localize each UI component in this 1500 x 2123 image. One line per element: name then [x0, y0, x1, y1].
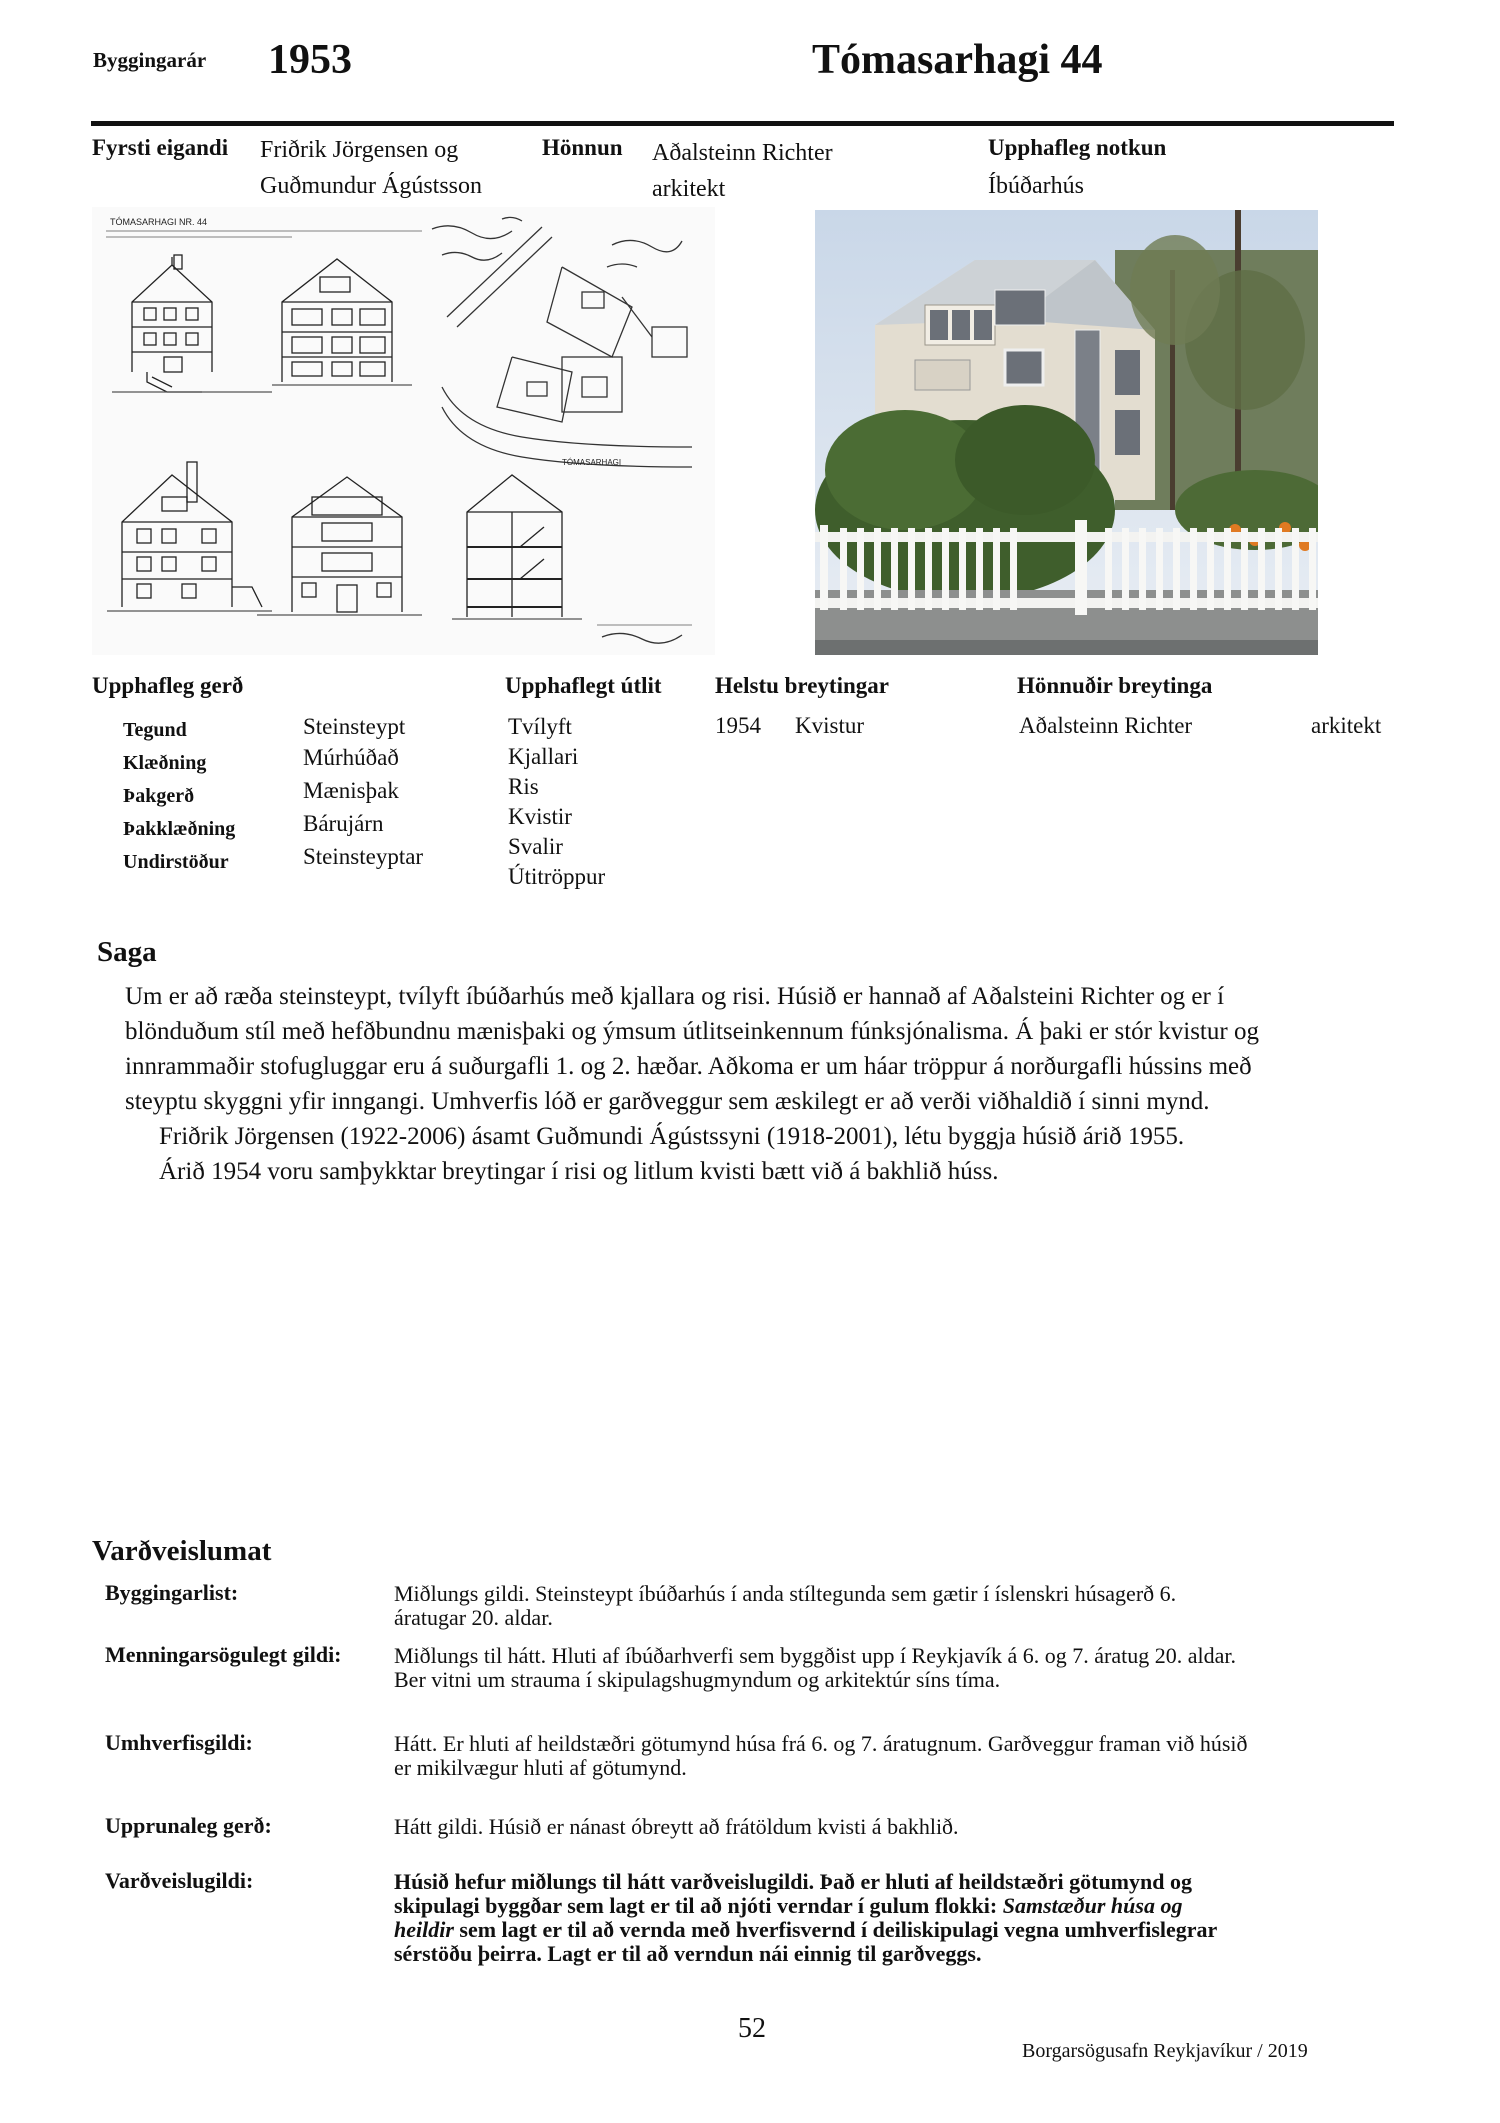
preservation-line: Hátt. Er hluti af heildstæðri götumynd húsa frá 6. og 7. áratugnum. Garðveggur framan við húsið — [394, 1731, 1248, 1756]
preservation-text-umhverfisgildi — [394, 1732, 1394, 1780]
prop-label-thakgerd: Þakgerð — [123, 785, 195, 807]
preservation-line: er mikilvægur hluti af götumynd. — [394, 1755, 687, 1780]
original-look-item: Kvistir — [508, 804, 572, 829]
prop-label-undirstodur: Undirstöður — [123, 851, 229, 873]
changes-heading: Helstu breytingar — [715, 673, 889, 698]
prop-label-klaedning: Klæðning — [123, 752, 207, 774]
prop-value-klaedning: Múrhúðað — [303, 745, 399, 770]
preservation-line: Húsið hefur miðlungs til hátt varðveislugildi. Það er hluti af heildstæðri götumynd og — [394, 1869, 1192, 1894]
preservation-text-upprunaleg — [394, 1815, 1394, 1839]
saga-line-indented: Árið 1954 voru samþykktar breytingar í risi og litlum kvisti bætt við á bakhlið húss. — [159, 1158, 999, 1185]
saga-body — [125, 979, 1405, 1189]
preservation-heading: Varðveislumat — [92, 1535, 272, 1567]
preservation-label-upprunaleg: Upprunaleg gerð: — [105, 1813, 272, 1838]
designer-line-2: arkitekt — [652, 176, 726, 202]
saga-line-indented: Friðrik Jörgensen (1922-2006) ásamt Guðmundi Ágústssyni (1918-2001), létu byggja húsið árið 1955. — [159, 1123, 1185, 1150]
change-item: Kvistur — [795, 713, 864, 738]
change-designers-heading: Hönnuðir breytinga — [1017, 673, 1213, 698]
prop-value-thakklaedning: Bárujárn — [303, 811, 384, 836]
original-form-heading: Upphafleg gerð — [92, 673, 244, 698]
original-look-item: Kjallari — [508, 744, 579, 769]
preservation-label-byggingarlist: Byggingarlist: — [105, 1580, 239, 1605]
original-look-item: Útitröppur — [508, 864, 606, 889]
designer-line-1: Aðalsteinn Richter — [652, 140, 833, 166]
original-look-item: Tvílyft — [508, 714, 572, 739]
preservation-label-vardveislugildi: Varðveislugildi: — [105, 1868, 254, 1893]
prop-value-tegund: Steinsteypt — [303, 714, 406, 739]
preservation-line: skipulagi byggðar sem lagt er til að njóti verndar í gulum flokki: — [394, 1893, 1003, 1918]
page-title: Tómasarhagi 44 — [812, 37, 1103, 83]
drawing-title: TÓMASARHAGI NR. 44 — [110, 217, 208, 227]
preservation-text-menningarsogulegt — [394, 1644, 1394, 1692]
saga-line: Um er að ræða steinsteypt, tvílyft íbúðarhús með kjallara og risi. Húsið er hannað af Aðalsteini Richter og er í — [125, 983, 1225, 1010]
usage-value: Íbúðarhús — [988, 173, 1084, 199]
saga-line: blönduðum stíl með hefðbundnu mænisþaki og ýmsum útlitseinkennum fúnksjónalisma. Á þaki er stór kvistur og — [125, 1018, 1259, 1045]
original-look-heading: Upphaflegt útlit — [505, 673, 662, 698]
house-photo — [815, 210, 1318, 655]
change-designer-role: arkitekt — [1311, 713, 1382, 738]
preservation-line: Miðlungs gildi. Steinsteypt íbúðarhús í anda stíltegunda sem gætir í íslenskri húsagerð 6. — [394, 1581, 1177, 1606]
change-designer-name: Aðalsteinn Richter — [1019, 713, 1193, 738]
preservation-line: Ber vitni um strauma í skipulagshugmyndum og arkitektúr síns tíma. — [394, 1667, 1001, 1692]
original-look-list — [508, 712, 605, 892]
saga-heading: Saga — [97, 936, 157, 968]
preservation-text-vardveislugildi — [394, 1870, 1394, 1966]
preservation-category: Samstæður húsa og — [1002, 1893, 1183, 1918]
building-year-label: Byggingarár — [93, 48, 207, 72]
owner-label: Fyrsti eigandi — [92, 135, 229, 160]
drawing-street: TÓMASARHAGI — [562, 458, 622, 467]
header-rule — [91, 121, 1394, 126]
preservation-line: sem lagt er til að vernda með hverfisvernd í deiliskipulagi vegna umhverfislegrar — [453, 1917, 1218, 1942]
prop-value-undirstodur: Steinsteyptar — [303, 844, 424, 869]
original-look-item: Svalir — [508, 834, 563, 859]
prop-value-thakgerd: Mænisþak — [303, 778, 399, 803]
change-year: 1954 — [715, 713, 761, 738]
preservation-label-umhverfisgildi: Umhverfisgildi: — [105, 1730, 253, 1755]
usage-label: Upphafleg notkun — [988, 135, 1167, 160]
preservation-line: áratugar 20. aldar. — [394, 1605, 553, 1630]
owner-line-1: Friðrik Jörgensen og — [260, 137, 459, 163]
preservation-line: sérstöðu þeirra. Lagt er til að verndun nái einnig til garðveggs. — [394, 1941, 982, 1966]
preservation-text-byggingarlist — [394, 1582, 1394, 1630]
saga-line: steyptu skyggni yfir inngangi. Umhverfis lóð er garðveggur sem æskilegt er að verði viðhaldið í sinni mynd. — [125, 1088, 1210, 1115]
designer-label: Hönnun — [542, 135, 623, 160]
preservation-line: Miðlungs til hátt. Hluti af íbúðarhverfi sem byggðist upp í Reykjavík á 6. og 7. áratug 20. aldar. — [394, 1643, 1236, 1668]
preservation-category: heildir — [394, 1917, 454, 1942]
footer-credit: Borgarsögusafn Reykjavíkur / 2019 — [1022, 2040, 1308, 2062]
original-look-item: Ris — [508, 774, 539, 799]
prop-label-tegund: Tegund — [123, 719, 187, 741]
saga-line: innrammaðir stofugluggar eru á suðurgafli 1. og 2. hæðar. Aðkoma er um háar tröppur á norðurgafli hússins með — [125, 1053, 1252, 1080]
building-year: 1953 — [268, 37, 352, 83]
page-number: 52 — [738, 2013, 766, 2044]
prop-label-thakklaedning: Þakklæðning — [123, 818, 236, 840]
architectural-drawing — [92, 207, 715, 655]
preservation-label-menningarsogulegt: Menningarsögulegt gildi: — [105, 1642, 342, 1667]
preservation-line: Hátt gildi. Húsið er nánast óbreytt að frátöldum kvisti á bakhlið. — [394, 1814, 959, 1839]
owner-line-2: Guðmundur Ágústsson — [260, 173, 483, 199]
